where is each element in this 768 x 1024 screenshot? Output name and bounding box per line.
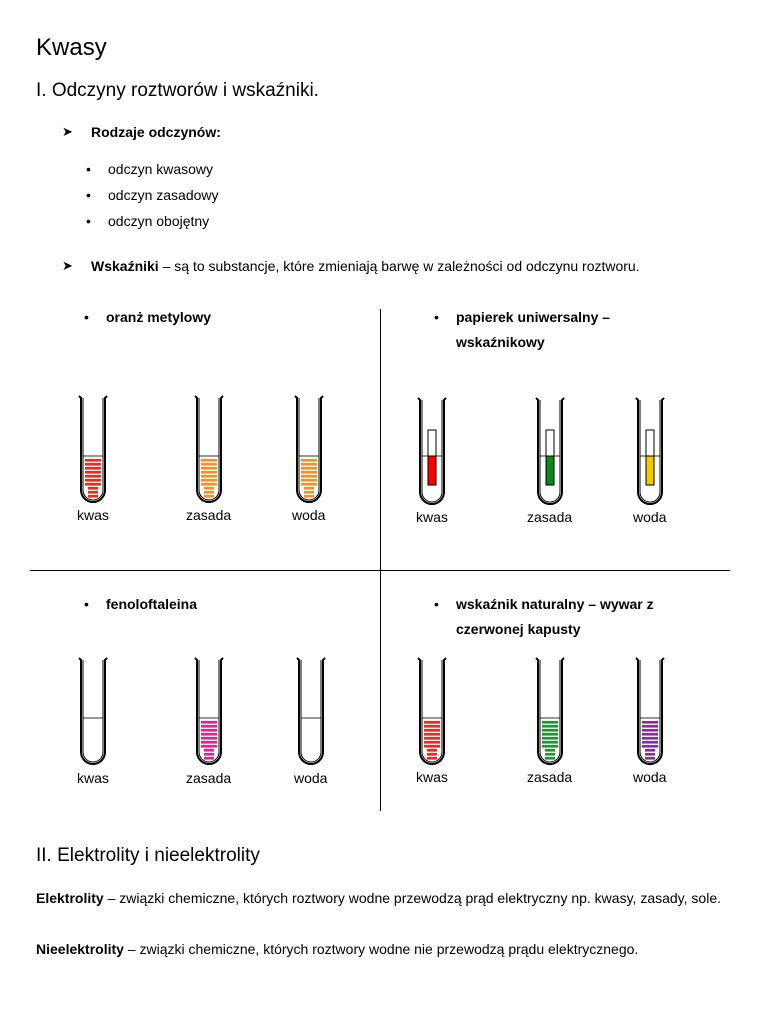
nonelectrolytes-definition: – związki chemiczne, których roztwory wodne nie przewodzą prądu elektrycznego. <box>123 941 639 957</box>
tube-inner-wall <box>301 660 321 762</box>
tube-label: zasada <box>527 769 573 785</box>
test-tube-kwas <box>75 656 111 768</box>
test-tube-kwas <box>414 656 450 768</box>
indicators-definition-text: – są to substancje, które zmieniają barwę w zależności od odczynu roztworu. <box>158 258 640 274</box>
quadrant-title-line: oranż metylowy <box>106 309 212 325</box>
quadrant-title-line: papierek uniwersalny – <box>456 309 611 325</box>
nonelectrolytes-paragraph <box>36 941 736 958</box>
test-tube-woda <box>632 656 668 768</box>
indicator-paper-colored <box>646 456 654 485</box>
tube-label: woda <box>294 770 328 786</box>
tube-label: zasada <box>527 509 573 525</box>
bullet-icon: • <box>434 309 439 325</box>
quadrant-title-line: wskaźnikowy <box>456 334 545 350</box>
quadrant-title-universal-paper <box>456 305 610 355</box>
tube-label: woda <box>633 509 667 525</box>
tube-label: kwas <box>416 509 448 525</box>
indicator-paper-colored <box>546 456 554 485</box>
list-item: • odczyn zasadowy <box>86 182 219 208</box>
electrolytes-definition: – związki chemiczne, których roztwory wodne przewodzą prąd elektryczny np. kwasy, zasady, sole. <box>103 890 721 906</box>
electrolytes-paragraph <box>36 890 736 907</box>
reaction-types-list <box>86 156 219 234</box>
test-tube-kwas <box>414 396 450 508</box>
indicators-definition <box>91 258 751 275</box>
test-tube-woda <box>291 394 327 506</box>
tube-label: woda <box>292 507 326 523</box>
section-2-heading: II. Elektrolity i nieelektrolity <box>36 845 260 866</box>
indicator-paper-colored <box>428 456 436 485</box>
quadrant-title-phenolphthalein <box>106 592 197 617</box>
bullet-icon: • <box>84 309 89 325</box>
list-item: • odczyn kwasowy <box>86 156 219 182</box>
tube-label: kwas <box>416 769 448 785</box>
grid-divider-vertical <box>380 309 381 811</box>
test-tube-zasada <box>532 656 568 768</box>
quadrant-title-line: czerwonej kapusty <box>456 621 581 637</box>
tube-liquid <box>201 459 217 498</box>
tube-label: kwas <box>77 770 109 786</box>
section-1-heading: I. Odczyny roztworów i wskaźniki. <box>36 80 319 101</box>
nonelectrolytes-term: Nieelektrolity <box>36 941 124 957</box>
bullet-icon: • <box>84 596 89 612</box>
test-tube-woda <box>632 396 668 508</box>
tube-label: zasada <box>186 770 232 786</box>
test-tube-zasada <box>191 656 227 768</box>
reaction-types-label: Rodzaje odczynów: <box>91 124 221 140</box>
quadrant-title-line: fenoloftaleina <box>106 596 198 612</box>
quadrant-title-line: wskaźnik naturalny – wywar z <box>456 596 654 612</box>
test-tube-zasada <box>532 396 568 508</box>
list-item: • odczyn obojętny <box>86 208 219 234</box>
tube-liquid <box>542 721 558 760</box>
indicators-term: Wskaźniki <box>91 258 159 274</box>
quadrant-title-methyl-orange <box>106 305 211 330</box>
electrolytes-term: Elektrolity <box>36 890 104 906</box>
tube-liquid <box>301 459 317 498</box>
test-tube-woda <box>293 656 329 768</box>
bullet-icon: • <box>434 596 439 612</box>
tube-liquid <box>85 459 101 498</box>
arrow-bullet-icon: ➤ <box>62 124 73 139</box>
tube-liquid <box>201 721 217 760</box>
test-tube-zasada <box>191 394 227 506</box>
quadrant-title-red-cabbage <box>456 592 654 642</box>
grid-divider-horizontal <box>30 570 730 571</box>
tube-inner-wall <box>83 660 103 762</box>
test-tube-kwas <box>75 394 111 506</box>
tube-label: zasada <box>186 507 232 523</box>
tube-liquid <box>642 721 658 760</box>
arrow-bullet-icon: ➤ <box>62 258 73 273</box>
tube-label: woda <box>633 769 667 785</box>
tube-label: kwas <box>77 507 109 523</box>
document-title: Kwasy <box>36 34 107 61</box>
tube-liquid <box>424 721 440 760</box>
